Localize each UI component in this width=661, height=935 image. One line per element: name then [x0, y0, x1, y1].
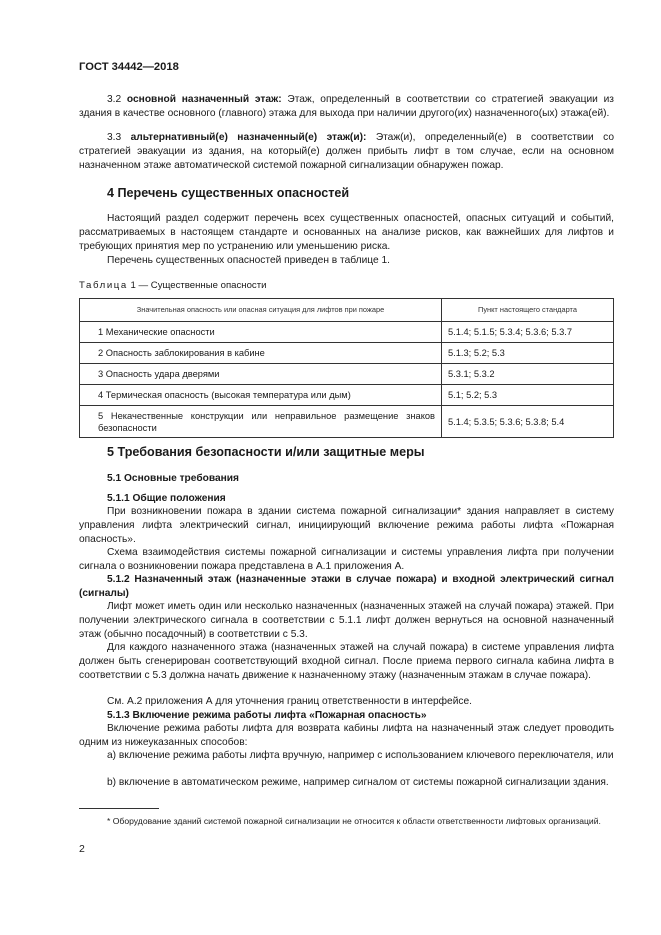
subsection-5-1-3-heading: 5.1.3 Включение режима работы лифта «Пожарная опасность» — [107, 710, 427, 721]
paragraph-5-1-1-b: Схема взаимодействия системы пожарной сигнализации и системы управления лифта при получении сигнала о возникновении пожара представлена в А.1 приложения А. — [79, 547, 614, 572]
table-cell-clause: 5.1.4; 5.3.5; 5.3.6; 5.3.8; 5.4 — [442, 406, 614, 438]
table-row — [80, 364, 614, 385]
definition-3-3 — [79, 131, 614, 173]
table-row — [80, 322, 614, 343]
page-number: 2 — [79, 843, 85, 855]
section-4-paragraph-2: Перечень существенных опасностей приведен в таблице 1. — [107, 255, 390, 266]
definition-text: Этаж(и), определенный(е) в соответствии со стратегией эвакуации из здания, на который(е) должен прибыть лифт в том случае, если на основном назначенном этаже автоматической системой пожарной сигнализации обнаружен пожар. — [79, 132, 614, 171]
hazards-table — [79, 298, 614, 438]
paragraph-5-1-1-a: При возникновении пожара в здании система пожарной сигнализации* здания направляет в систему управления лифта электрический сигнал, инициирующий включение режима работы лифта «Пожарная опасность». — [79, 506, 614, 545]
table-cell-hazard: 5 Некачественные конструкции или неправильное размещение знаков безопасности — [80, 406, 442, 438]
table-row — [80, 385, 614, 406]
table-caption — [79, 279, 266, 293]
footnote-divider — [79, 808, 159, 809]
definition-number: 3.2 — [107, 94, 122, 105]
table-cell-clause: 5.3.1; 5.3.2 — [442, 364, 614, 385]
section-4-heading: 4 Перечень существенных опасностей — [107, 186, 350, 200]
list-item-a: а) включение режима работы лифта вручную, например с использованием ключевого переключателя, или — [107, 750, 614, 761]
table-row — [80, 343, 614, 364]
definition-number: 3.3 — [107, 132, 122, 143]
table-cell-hazard: 3 Опасность удара дверями — [80, 364, 442, 385]
table-cell-clause: 5.1; 5.2; 5.3 — [442, 385, 614, 406]
standard-code: ГОСТ 34442—2018 — [79, 61, 179, 73]
definition-term: альтернативный(е) назначенный(е) этаж(и): — [130, 132, 367, 143]
section-4-paragraph-1: Настоящий раздел содержит перечень всех существенных опасностей, опасных ситуаций и событий, рассматриваемых в настоящем стандарте и основанных на анализе рисков, как важнейших для лифтов и требующих принятия мер по устранению или уменьшению риска. — [79, 213, 614, 252]
definition-term: основной назначенный этаж: — [126, 94, 282, 105]
table-cell-hazard: 2 Опасность заблокирования в кабине — [80, 343, 442, 364]
footnote: * Оборудование зданий системой пожарной сигнализации не относится к области ответственности лифтовых организаций. — [107, 816, 601, 826]
paragraph-5-1-2-c: См. А.2 приложения А для уточнения границ ответственности в интерфейсе. — [107, 696, 472, 707]
table-header-hazard: Значительная опасность или опасная ситуация для лифтов при пожаре — [80, 299, 442, 322]
paragraph-5-1-2-a: Лифт может иметь один или несколько назначенных (назначенных этажей на случай пожара) этажей. При получении электрического сигнала в соответствии с 5.1.1 лифт должен вернуться на основной назначенный этаж (обычно посадочный) в соответствии с 5.3. — [79, 601, 614, 640]
table-row — [80, 406, 614, 438]
list-item-b: b) включение в автоматическом режиме, например сигналом от системы пожарной сигнализации здания. — [107, 777, 609, 788]
table-caption-word: Таблица — [79, 280, 128, 291]
paragraph-5-1-3-a: Включение режима работы лифта для возврата кабины лифта на назначенный этаж следует проводить одним из нижеуказанных способов: — [79, 723, 614, 748]
table-cell-clause: 5.1.4; 5.1.5; 5.3.4; 5.3.6; 5.3.7 — [442, 322, 614, 343]
table-header-clause: Пункт настоящего стандарта — [442, 299, 614, 322]
paragraph-5-1-2-b: Для каждого назначенного этажа (назначенных этажей на случай пожара) в системе управления лифта должен быть сгенерирован соответствующий входной сигнал. После приема первого сигнала кабина лифта в соответствии с 5.3 должна начать движение к назначенному этажу (назначенным этажам в случае пожара). — [79, 642, 614, 681]
subsection-5-1-1-heading: 5.1.1 Общие положения — [107, 493, 226, 504]
table-header-row — [80, 299, 614, 322]
table-cell-hazard: 1 Механические опасности — [80, 322, 442, 343]
table-cell-hazard: 4 Термическая опасность (высокая температура или дым) — [80, 385, 442, 406]
subsection-5-1-2-heading: 5.1.2 Назначенный этаж (назначенные этажи в случае пожара) и входной электрический сигнал (сигналы) — [79, 574, 614, 599]
definition-3-2 — [79, 93, 614, 121]
section-5-heading: 5 Требования безопасности и/или защитные меры — [107, 445, 425, 459]
definition-text: Этаж, определенный в соответствии со стратегией эвакуации из здания в качестве основного (главного) этажа для выхода при наличии другого(их) назначенного(ых) этажа(ей). — [79, 94, 614, 119]
subsection-5-1-heading: 5.1 Основные требования — [107, 473, 239, 484]
table-caption-title: 1 — Существенные опасности — [130, 280, 267, 291]
table-cell-clause: 5.1.3; 5.2; 5.3 — [442, 343, 614, 364]
